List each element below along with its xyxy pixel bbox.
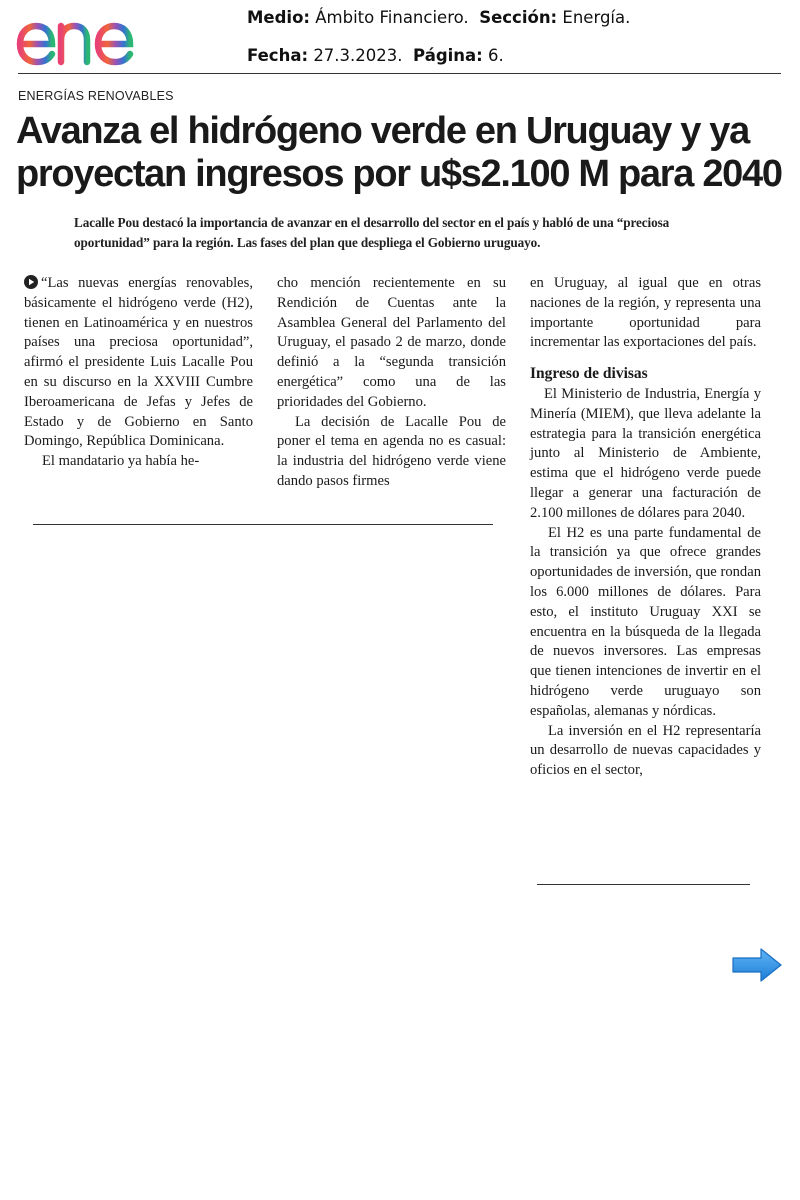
header-divider bbox=[18, 73, 781, 74]
article-column-2 bbox=[277, 274, 506, 492]
paragraph: en Uruguay, al igual que en otras naciones de la región, y representa una importante oportunidad para incrementar las exportaciones del país. bbox=[530, 275, 761, 351]
column-end-rule bbox=[33, 524, 493, 525]
article-standfirst: Lacalle Pou destacó la importancia de avanzar en el desarrollo del sector en el país y habló de una “preciosa oportunidad” para la región. Las fases del plan que despliega el Gobierno uruguayo. bbox=[74, 215, 670, 250]
paragraph: La inversión en el H2 representaría un desarrollo de nuevas capacidades y oficios en el sector, bbox=[530, 722, 761, 779]
meta-medio-seccion bbox=[247, 8, 630, 27]
paragraph: El H2 es una parte fundamental de la transición ya que ofrece grandes oportunidades de inversión, que rondan los 6.000 millones de dólares. Para esto, el instituto Uruguay XXI se encuentra en la búsqueda de la llegada de nuevos inversores. Las empresas que tienen intenciones de invertir en el hidrógeno verde uruguayo son españolas, alemanas y nórdicas. bbox=[530, 524, 761, 719]
paragraph: cho mención recientemente en su Rendición de Cuentas ante la Asamblea General del Parlamento del Uruguay, el pasado 2 de marzo, donde definió a la “segunda transición energética” como una de las prioridades del Gobierno. bbox=[277, 275, 506, 410]
section-tag: ENERGÍAS RENOVABLES bbox=[18, 89, 174, 103]
clipping-header bbox=[0, 0, 800, 80]
meta-fecha-pagina bbox=[247, 46, 504, 65]
medio-label: Medio: bbox=[247, 8, 311, 27]
fecha-value: 27.3.2023. bbox=[313, 46, 403, 65]
subheading: Ingreso de divisas bbox=[530, 365, 648, 383]
seccion-label: Sección: bbox=[479, 8, 558, 27]
article-headline: Avanza el hidrógeno verde en Uruguay y ya proyectan ingresos por u$s2.100 M para 2040 bbox=[16, 110, 782, 195]
fecha-label: Fecha: bbox=[247, 46, 309, 65]
paragraph: La decisión de Lacalle Pou de poner el tema en agenda no es casual: la industria del hidrógeno verde viene dando pasos firmes bbox=[277, 413, 506, 489]
seccion-value: Energía. bbox=[562, 8, 631, 27]
paragraph: El Ministerio de Industria, Energía y Minería (MIEM), que lleva adelante la estrategia para la transición energética junto al Ministerio de Ambiente, estima que el hidrógeno verde puede llegar a generar una facturación de 2.100 millones de dólares para 2040. bbox=[530, 385, 761, 521]
article-column-1 bbox=[24, 274, 253, 472]
play-circle-icon bbox=[24, 275, 38, 289]
arrow-right-icon[interactable] bbox=[731, 946, 783, 984]
paragraph-text: “Las nuevas energías renovables, básicamente el hidrógeno verde (H2), tienen en Latinoamérica y en nuestros países una preciosa oportunidad”, afirmó el presidente Luis Lacalle Pou en su discurso en la XXVIII Cumbre Iberoamericana de Jefas y Jefes de Estado y de Gobierno en Santo Domingo, República Dominicana. bbox=[24, 275, 253, 450]
pagina-value: 6. bbox=[488, 46, 504, 65]
pagina-label: Página: bbox=[413, 46, 483, 65]
article-column-3 bbox=[530, 274, 761, 781]
medio-value: Ámbito Financiero. bbox=[315, 8, 469, 27]
column-end-rule bbox=[537, 884, 750, 885]
enel-logo bbox=[16, 6, 181, 66]
paragraph: El mandatario ya había he- bbox=[42, 453, 200, 470]
paragraph bbox=[24, 274, 253, 452]
